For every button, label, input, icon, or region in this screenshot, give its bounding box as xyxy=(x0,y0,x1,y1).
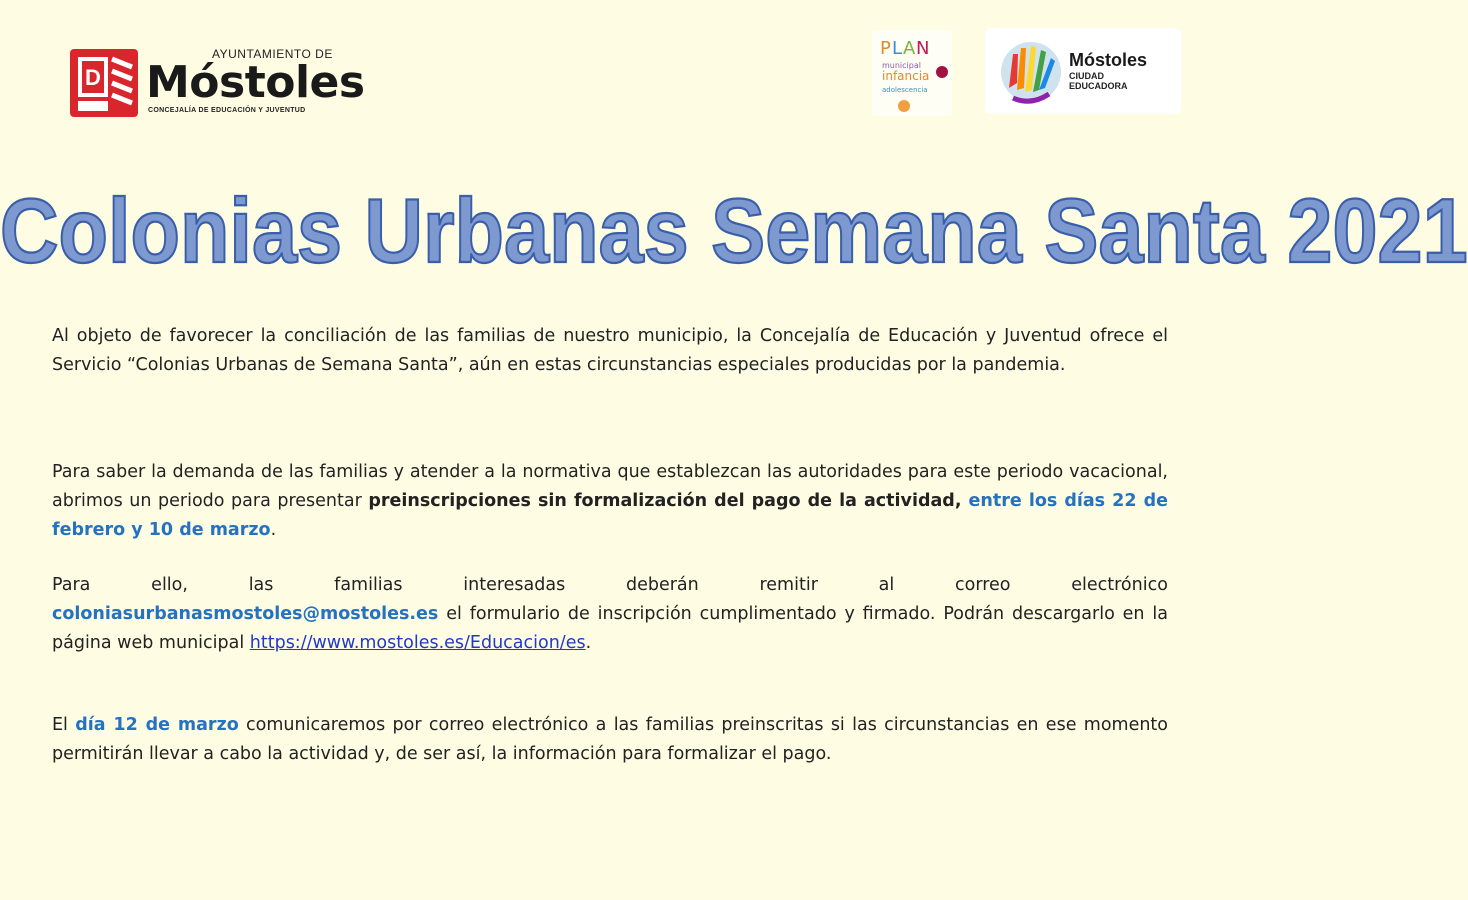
p3-word: familias xyxy=(334,575,403,595)
svg-text:adolescencia: adolescencia xyxy=(882,86,928,94)
p3-word: Para xyxy=(52,575,91,595)
ayuntamiento-logo xyxy=(70,45,370,120)
p4-date: día 12 de marzo xyxy=(75,715,239,735)
plan-infancia-logo xyxy=(872,30,952,116)
p3-rest xyxy=(52,600,1168,658)
p3-word: electrónico xyxy=(1071,575,1168,595)
p4-rest: comunicaremos por correo electrónico a las familias preinscritas si las circunstancias en ese momento permitirán llevar a cabo la actividad y, de ser así, la información para formalizar el pago. xyxy=(52,715,1168,764)
svg-text:infancia: infancia xyxy=(882,69,930,83)
educa-city: Móstoles xyxy=(1069,50,1148,70)
svg-text:P: P xyxy=(880,38,891,59)
hands-icon xyxy=(991,28,1071,114)
plan-infancia-icon xyxy=(872,30,952,116)
p3-end: . xyxy=(585,633,592,653)
p3-word: las xyxy=(248,575,274,595)
p3-word: al xyxy=(878,575,895,595)
city-shield-icon xyxy=(70,49,138,117)
p3-word: correo xyxy=(954,575,1011,595)
p2-dates: entre los días 22 de febrero y 10 de marzo xyxy=(52,491,1168,540)
ayuntamiento-label: AYUNTAMIENTO DE xyxy=(212,47,333,61)
p2-bold-text: preinscripciones sin formalización del pago de la actividad xyxy=(368,491,955,511)
paragraph-notification xyxy=(52,711,1168,769)
paragraph-preinscription xyxy=(52,458,1168,545)
education-page-link[interactable]: https://www.mostoles.es/Educacion/es xyxy=(249,633,586,653)
educa-text-group xyxy=(1069,50,1147,91)
p2-end: . xyxy=(270,520,277,540)
concejalia-label: CONCEJALÍA DE EDUCACIÓN Y JUVENTUD xyxy=(148,107,306,114)
p3-first-line xyxy=(52,571,1168,600)
city-name: Móstoles xyxy=(146,57,365,108)
p2-text: Para saber la demanda de las familias y atender a la normativa que establezcan las autoridades para este periodo vacacional, abrimos un periodo para presentar xyxy=(52,462,1168,511)
svg-text:D: D xyxy=(85,65,101,90)
p3-word: deberán xyxy=(625,575,699,595)
p3-mid: el formulario de inscripción cumplimentado y firmado. Podrán descargarlo en la página web municipal xyxy=(52,604,1168,653)
svg-text:municipal: municipal xyxy=(882,61,921,70)
p3-word: interesadas xyxy=(463,575,566,595)
educa-line2: EDUCADORA xyxy=(1069,81,1128,91)
page-title: Colonias Urbanas Semana Santa 2021 xyxy=(0,181,1468,282)
p3-word: remitir xyxy=(759,575,818,595)
contact-email[interactable]: coloniasurbanasmostoles@mostoles.es xyxy=(52,604,439,624)
paragraph-instructions xyxy=(52,571,1168,658)
p4-start: El xyxy=(52,715,76,735)
svg-text:L: L xyxy=(892,38,903,59)
paragraph-intro: Al objeto de favorecer la conciliación de las familias de nuestro municipio, la Concejalía de Educación y Juventud ofrece el Servicio “Colonias Urbanas de Semana Santa”, aún en estas circunstancias especiales producidas por la pandemia. xyxy=(52,326,1168,375)
svg-text:N: N xyxy=(916,38,930,59)
p2-comma: , xyxy=(954,491,969,511)
ciudad-educadora-logo xyxy=(985,28,1181,114)
p3-word: ello, xyxy=(151,575,188,595)
svg-text:A: A xyxy=(903,38,916,59)
educa-line1: CIUDAD xyxy=(1069,71,1104,81)
